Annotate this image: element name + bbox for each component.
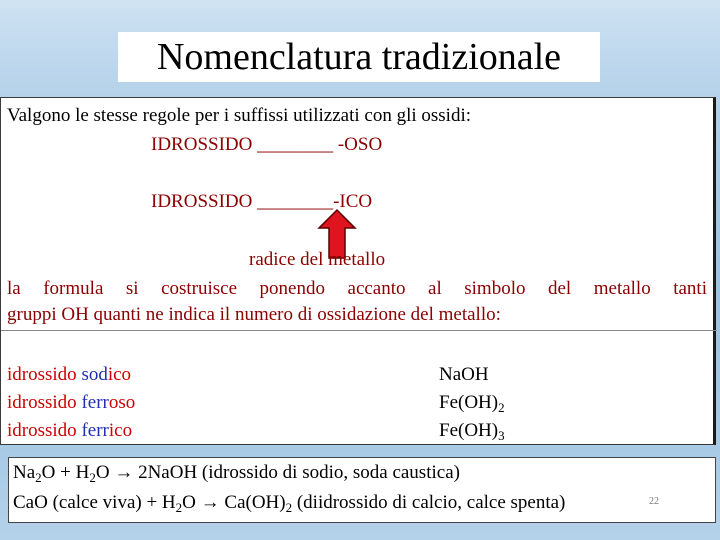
formula-rule-line1: la formula si costruisce ponendo accanto al simbolo del metallo tanti — [7, 278, 707, 299]
page-number: 22 — [649, 496, 659, 507]
reaction-1-part: O — [95, 462, 110, 483]
formula-feoh3 — [439, 420, 505, 442]
reaction-1-sub: 2 — [89, 470, 96, 485]
rule-oso — [151, 134, 382, 156]
reaction-1 — [13, 462, 460, 484]
example-sodico — [7, 364, 131, 386]
content-box — [0, 97, 716, 445]
reactions-box — [8, 457, 716, 523]
example-root: ferr — [81, 420, 109, 441]
reaction-1-sub: 2 — [35, 470, 42, 485]
rule-ico-blank: ________ — [257, 191, 334, 212]
rule-oso-blank: ________ — [257, 134, 334, 155]
right-arrow-icon: → — [114, 462, 134, 483]
rule-oso-suffix: -OSO — [333, 134, 383, 155]
example-ferrico — [7, 420, 132, 442]
reaction-2-sub: 2 — [175, 500, 183, 515]
example-ferroso — [7, 392, 135, 414]
formula-main: Fe(OH) — [439, 420, 499, 441]
formula-naoh: NaOH — [439, 364, 489, 385]
example-suffix: ico — [107, 364, 132, 385]
example-suffix: oso — [108, 392, 136, 413]
reaction-1-product: 2NaOH (idrossido di sodio, soda caustica) — [138, 462, 460, 483]
example-word: idrossido — [7, 364, 77, 385]
example-word: idrossido — [7, 420, 77, 441]
example-word: idrossido — [7, 392, 77, 413]
reaction-2-product: Ca(OH) — [224, 492, 286, 513]
example-suffix: ico — [108, 420, 133, 441]
rule-oso-prefix: IDROSSIDO — [151, 134, 253, 155]
example-root: ferr — [81, 392, 109, 413]
formula-rule-line2: gruppi OH quanti ne indica il numero di ossidazione del metallo: — [7, 304, 501, 325]
arrow-label: radice del metallo — [249, 249, 386, 270]
right-arrow-icon: → — [200, 492, 220, 513]
formula-feoh2 — [439, 392, 505, 414]
formula-sub: 3 — [498, 428, 505, 443]
reaction-2-product: (diidrossido di calcio, calce spenta) — [292, 492, 566, 513]
formula-main: Fe(OH) — [439, 392, 499, 413]
rule-ico-prefix: IDROSSIDO — [151, 191, 253, 212]
reaction-2-part: O — [182, 492, 196, 513]
reaction-1-part: O + H — [41, 462, 90, 483]
example-root: sod — [81, 364, 108, 385]
formula-sub: 2 — [498, 400, 505, 415]
reaction-1-part: Na — [13, 462, 36, 483]
slide-title: Nomenclatura tradizionale — [118, 32, 600, 82]
intro-text: Valgono le stesse regole per i suffissi utilizzati con gli ossidi: — [7, 105, 472, 126]
reaction-2 — [13, 492, 565, 514]
rule-ico-suffix: -ICO — [333, 191, 373, 212]
reaction-2-part: CaO (calce viva) + H — [13, 492, 176, 513]
reaction-2-sub: 2 — [285, 500, 293, 515]
divider — [1, 330, 717, 331]
